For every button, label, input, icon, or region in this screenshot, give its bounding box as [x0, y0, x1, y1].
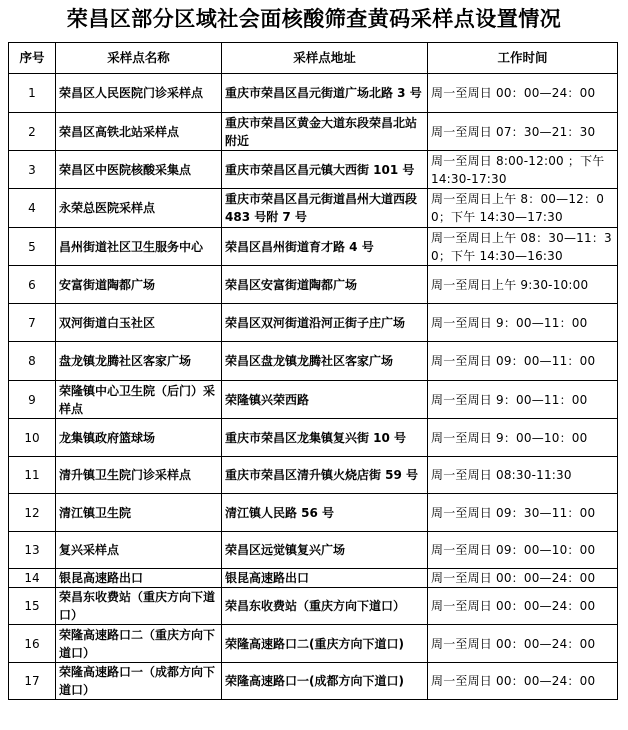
table-row [9, 625, 618, 663]
site-hours: 周一至周日 9：00—10：00 [428, 419, 618, 457]
site-address: 清江镇人民路 56 号 [222, 494, 428, 532]
site-address: 荣隆高速路口二(重庆方向下道口) [222, 625, 428, 663]
site-hours: 周一至周日 00：00—24：00 [428, 663, 618, 700]
site-address: 重庆市荣昌区黄金大道东段荣昌北站附近 [222, 113, 428, 151]
site-name: 荣隆高速路口一（成都方向下道口） [56, 663, 222, 700]
site-name: 复兴采样点 [56, 532, 222, 569]
site-hours: 周一至周日 9：00—11：00 [428, 304, 618, 342]
site-hours: 周一至周日 09：30—11：00 [428, 494, 618, 532]
table-row [9, 532, 618, 569]
row-number: 6 [9, 266, 56, 304]
row-number: 16 [9, 625, 56, 663]
site-hours: 周一至周日 08:30-11:30 [428, 457, 618, 494]
site-hours: 周一至周日 00：00—24：00 [428, 74, 618, 113]
site-hours: 周一至周日 09：00—10：00 [428, 532, 618, 569]
site-hours: 周一至周日 8:00-12:00 ；下午 14:30-17:30 [428, 151, 618, 189]
table-row [9, 419, 618, 457]
site-name: 安富街道陶都广场 [56, 266, 222, 304]
table-row [9, 457, 618, 494]
site-address: 荣昌区安富街道陶都广场 [222, 266, 428, 304]
header-no: 序号 [9, 43, 56, 74]
row-number: 2 [9, 113, 56, 151]
site-address: 重庆市荣昌区昌元街道昌州大道西段 483 号附 7 号 [222, 189, 428, 228]
site-hours: 周一至周日 00：00—24：00 [428, 588, 618, 625]
site-address: 荣隆镇兴荣西路 [222, 381, 428, 419]
header-address: 采样点地址 [222, 43, 428, 74]
site-name: 永荣总医院采样点 [56, 189, 222, 228]
site-address: 荣昌区昌州街道育才路 4 号 [222, 228, 428, 266]
row-number: 17 [9, 663, 56, 700]
table-row [9, 151, 618, 189]
site-name: 荣隆高速路口二（重庆方向下道口） [56, 625, 222, 663]
row-number: 12 [9, 494, 56, 532]
site-address: 重庆市荣昌区昌元街道广场北路 3 号 [222, 74, 428, 113]
site-hours: 周一至周日 00：00—24：00 [428, 625, 618, 663]
site-address: 荣昌区盘龙镇龙腾社区客家广场 [222, 342, 428, 381]
table-row [9, 266, 618, 304]
row-number: 14 [9, 569, 56, 588]
site-address: 荣昌区双河街道沿河正街子庄广场 [222, 304, 428, 342]
site-address: 重庆市荣昌区龙集镇复兴街 10 号 [222, 419, 428, 457]
row-number: 1 [9, 74, 56, 113]
row-number: 15 [9, 588, 56, 625]
site-hours: 周一至周日 9：00—11：00 [428, 381, 618, 419]
site-hours: 周一至周日 07：30—21：30 [428, 113, 618, 151]
site-name: 荣隆镇中心卫生院（后门）采样点 [56, 381, 222, 419]
row-number: 8 [9, 342, 56, 381]
site-name: 清江镇卫生院 [56, 494, 222, 532]
row-number: 3 [9, 151, 56, 189]
table-row [9, 381, 618, 419]
header-hours: 工作时间 [428, 43, 618, 74]
page-title: 荣昌区部分区域社会面核酸筛查黄码采样点设置情况 [66, 6, 562, 31]
table-row [9, 342, 618, 381]
table-row [9, 663, 618, 700]
site-name: 银昆高速路出口 [56, 569, 222, 588]
site-name: 荣昌区人民医院门诊采样点 [56, 74, 222, 113]
site-address: 重庆市荣昌区清升镇火烧店街 59 号 [222, 457, 428, 494]
table-header-row [9, 43, 618, 74]
table-row [9, 189, 618, 228]
site-hours: 周一至周日 09：00—11：00 [428, 342, 618, 381]
row-number: 11 [9, 457, 56, 494]
header-name: 采样点名称 [56, 43, 222, 74]
site-name: 荣昌区高铁北站采样点 [56, 113, 222, 151]
site-hours: 周一至周日 00：00—24：00 [428, 569, 618, 588]
table-row [9, 113, 618, 151]
site-name: 清升镇卫生院门诊采样点 [56, 457, 222, 494]
site-name: 昌州街道社区卫生服务中心 [56, 228, 222, 266]
site-name: 龙集镇政府篮球场 [56, 419, 222, 457]
site-address: 荣昌东收费站（重庆方向下道口） [222, 588, 428, 625]
site-hours: 周一至周日上午 08：30—11：30；下午 14:30—16:30 [428, 228, 618, 266]
site-name: 荣昌区中医院核酸采集点 [56, 151, 222, 189]
row-number: 13 [9, 532, 56, 569]
site-name: 盘龙镇龙腾社区客家广场 [56, 342, 222, 381]
site-hours: 周一至周日上午 8：00—12：00；下午 14:30—17:30 [428, 189, 618, 228]
table-row [9, 228, 618, 266]
site-name: 双河街道白玉社区 [56, 304, 222, 342]
table-body [9, 74, 618, 700]
row-number: 4 [9, 189, 56, 228]
table-row [9, 588, 618, 625]
row-number: 5 [9, 228, 56, 266]
site-address: 荣隆高速路口一(成都方向下道口) [222, 663, 428, 700]
table-row [9, 569, 618, 588]
row-number: 10 [9, 419, 56, 457]
site-address: 重庆市荣昌区昌元镇大西街 101 号 [222, 151, 428, 189]
row-number: 7 [9, 304, 56, 342]
sampling-sites-table [8, 42, 618, 700]
site-hours: 周一至周日上午 9:30-10:00 [428, 266, 618, 304]
table-row [9, 74, 618, 113]
site-address: 荣昌区远觉镇复兴广场 [222, 532, 428, 569]
site-address: 银昆高速路出口 [222, 569, 428, 588]
table-row [9, 304, 618, 342]
table-row [9, 494, 618, 532]
site-name: 荣昌东收费站（重庆方向下道口） [56, 588, 222, 625]
row-number: 9 [9, 381, 56, 419]
